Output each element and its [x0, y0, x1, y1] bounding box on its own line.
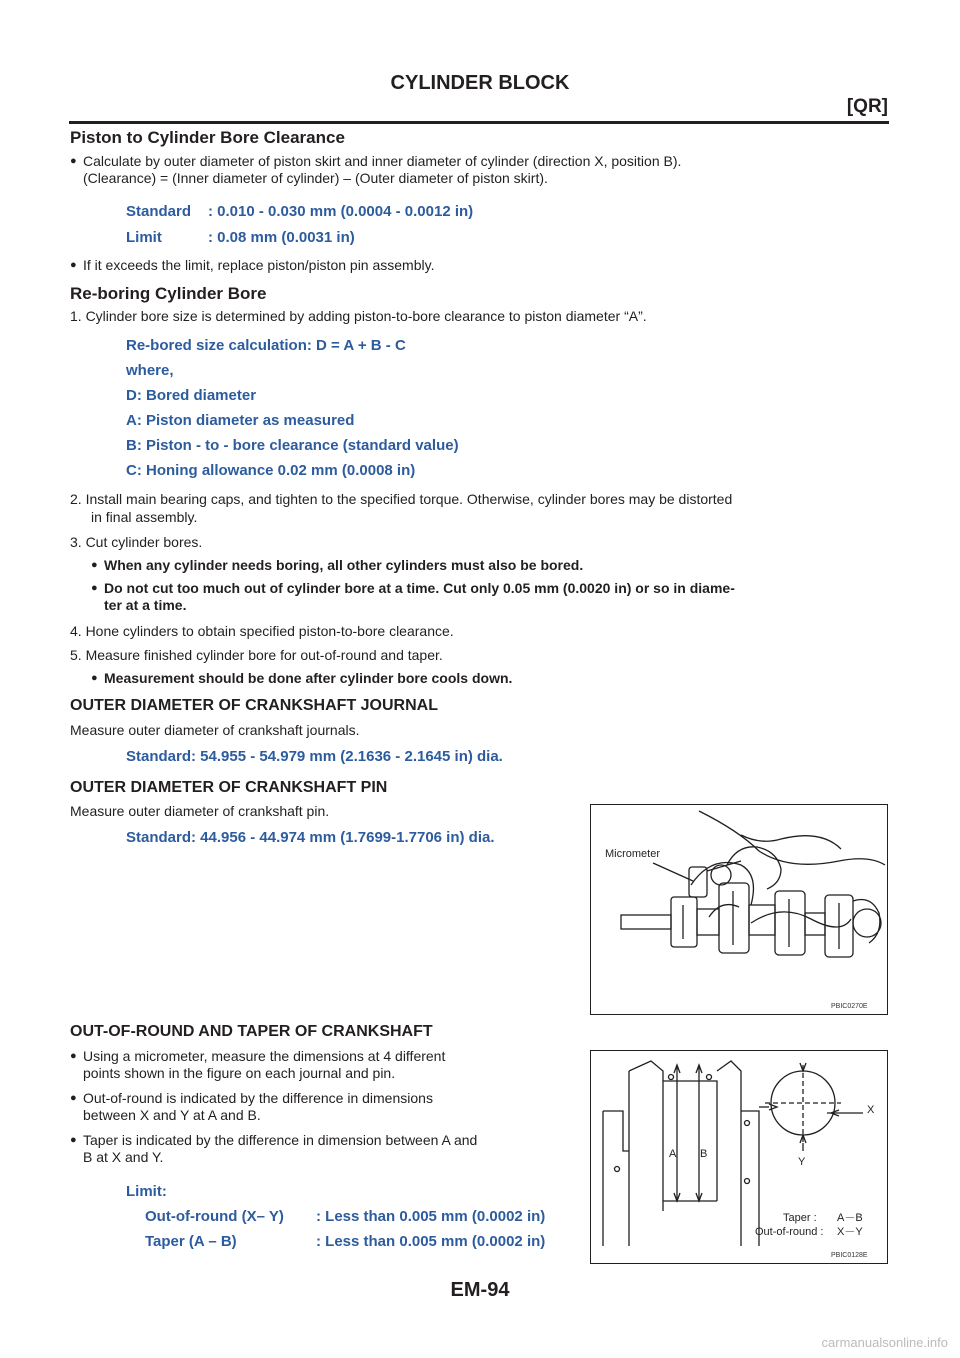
- journal-standard: Standard: 54.955 - 54.979 mm (2.1636 - 2.1645 in) dia.: [126, 748, 503, 765]
- oor-value: : Less than 0.005 mm (0.0002 in): [316, 1208, 546, 1225]
- pin-standard: Standard: 44.956 - 44.974 mm (1.7699-1.7706 in) dia.: [126, 829, 495, 846]
- heading-reboring: Re-boring Cylinder Bore: [70, 284, 267, 303]
- out-of-round-diagram: [591, 1051, 887, 1263]
- section-code: [QR]: [846, 96, 888, 117]
- figure-id: PBIC0128E: [831, 1252, 868, 1259]
- bullet-micrometer: ● Using a micrometer, measure the dimensions at 4 different points shown in the figure on each journal and pin.: [70, 1048, 446, 1081]
- limit-value: : 0.08 mm (0.0031 in): [208, 229, 355, 246]
- bullet-icon: ●: [91, 559, 98, 571]
- calc-line-3: D: Bored diameter: [126, 387, 257, 404]
- step-5: 5. Measure finished cylinder bore for out-of-round and taper.: [70, 647, 443, 663]
- micrometer-label: Micrometer: [605, 848, 661, 860]
- journal-text: Measure outer diameter of crankshaft journals.: [70, 722, 360, 738]
- bullet-cut-amount: ● Do not cut too much out of cylinder bore at a time. Cut only 0.05 mm (0.0020 in) or so in diame- ter at a time.: [91, 580, 735, 613]
- step-4: 4. Hone cylinders to obtain specified piston-to-bore clearance.: [70, 623, 454, 639]
- heading-out-of-round: OUT-OF-ROUND AND TAPER OF CRANKSHAFT: [70, 1023, 433, 1040]
- calc-line-1: Re-bored size calculation: D = A + B - C: [126, 337, 406, 354]
- header-rule: [69, 121, 889, 124]
- step-2: 2. Install main bearing caps, and tighten to the specified torque. Otherwise, cylinder bores may be distorted: [70, 491, 733, 507]
- figure-id: PBIC0270E: [831, 1003, 868, 1010]
- page-number: EM-94: [450, 1279, 510, 1301]
- bullet-icon: ●: [70, 1092, 77, 1104]
- label-a: A: [669, 1148, 677, 1160]
- bullet-icon: ●: [70, 1050, 77, 1062]
- taper-value: : Less than 0.005 mm (0.0002 in): [316, 1233, 546, 1250]
- label-b: B: [700, 1148, 708, 1160]
- limit-label: Limit: [126, 229, 162, 246]
- taper-title: Taper :: [783, 1212, 817, 1224]
- bullet-icon: ●: [91, 672, 98, 684]
- heading-piston-clearance: Piston to Cylinder Bore Clearance: [70, 128, 345, 147]
- bullet-icon: ●: [70, 1134, 77, 1146]
- limit-heading: Limit:: [126, 1183, 167, 1200]
- step-3: 3. Cut cylinder bores.: [70, 534, 203, 550]
- calc-line-2: where,: [126, 362, 174, 379]
- label-y: Y: [798, 1156, 806, 1168]
- oor-title: Out-of-round :: [755, 1226, 824, 1238]
- figure-out-of-round: [590, 1050, 888, 1264]
- calc-line-6: C: Honing allowance 0.02 mm (0.0008 in): [126, 462, 416, 479]
- watermark: carmanualsonline.info: [821, 1335, 948, 1350]
- heading-journal: OUTER DIAMETER OF CRANKSHAFT JOURNAL: [70, 697, 438, 714]
- bullet-all-bored: ● When any cylinder needs boring, all other cylinders must also be bored.: [91, 557, 584, 573]
- label-x: X: [867, 1104, 875, 1116]
- calc-line-5: B: Piston - to - bore clearance (standard value): [126, 437, 459, 454]
- taper-label: Taper (A – B): [145, 1233, 237, 1250]
- bullet-out-of-round: ● Out-of-round is indicated by the difference in dimensions between X and Y at A and B.: [70, 1090, 433, 1123]
- bullet-cool-down: ● Measurement should be done after cylinder bore cools down.: [91, 670, 513, 686]
- step-2-cont: in final assembly.: [91, 509, 198, 525]
- taper-formula: A－B: [837, 1212, 863, 1224]
- oor-label: Out-of-round (X– Y): [145, 1208, 284, 1225]
- oor-formula: X－Y: [837, 1226, 863, 1238]
- bullet-exceeds: ● If it exceeds the limit, replace piston/piston pin assembly.: [70, 257, 435, 273]
- figure-micrometer: [590, 804, 888, 1015]
- standard-value: : 0.010 - 0.030 mm (0.0004 - 0.0012 in): [208, 203, 474, 220]
- crankshaft-micrometer-illustration: [591, 805, 887, 1014]
- heading-pin: OUTER DIAMETER OF CRANKSHAFT PIN: [70, 779, 388, 796]
- page-title: CYLINDER BLOCK: [390, 72, 570, 94]
- standard-label: Standard: [126, 203, 192, 220]
- bullet-icon: ●: [91, 582, 98, 594]
- calc-line-4: A: Piston diameter as measured: [126, 412, 355, 429]
- bullet-calculate: ● Calculate by outer diameter of piston skirt and inner diameter of cylinder (direction X, position B). (Clearance) = (Inner diameter of cylinder) – (Outer diameter of piston skirt).: [70, 153, 682, 186]
- bullet-icon: ●: [70, 259, 77, 271]
- bullet-icon: ●: [70, 155, 77, 167]
- pin-text: Measure outer diameter of crankshaft pin.: [70, 803, 330, 819]
- bullet-taper: ● Taper is indicated by the difference in dimension between A and B at X and Y.: [70, 1132, 478, 1165]
- step-1: 1. Cylinder bore size is determined by adding piston-to-bore clearance to piston diameter “A”.: [70, 308, 647, 324]
